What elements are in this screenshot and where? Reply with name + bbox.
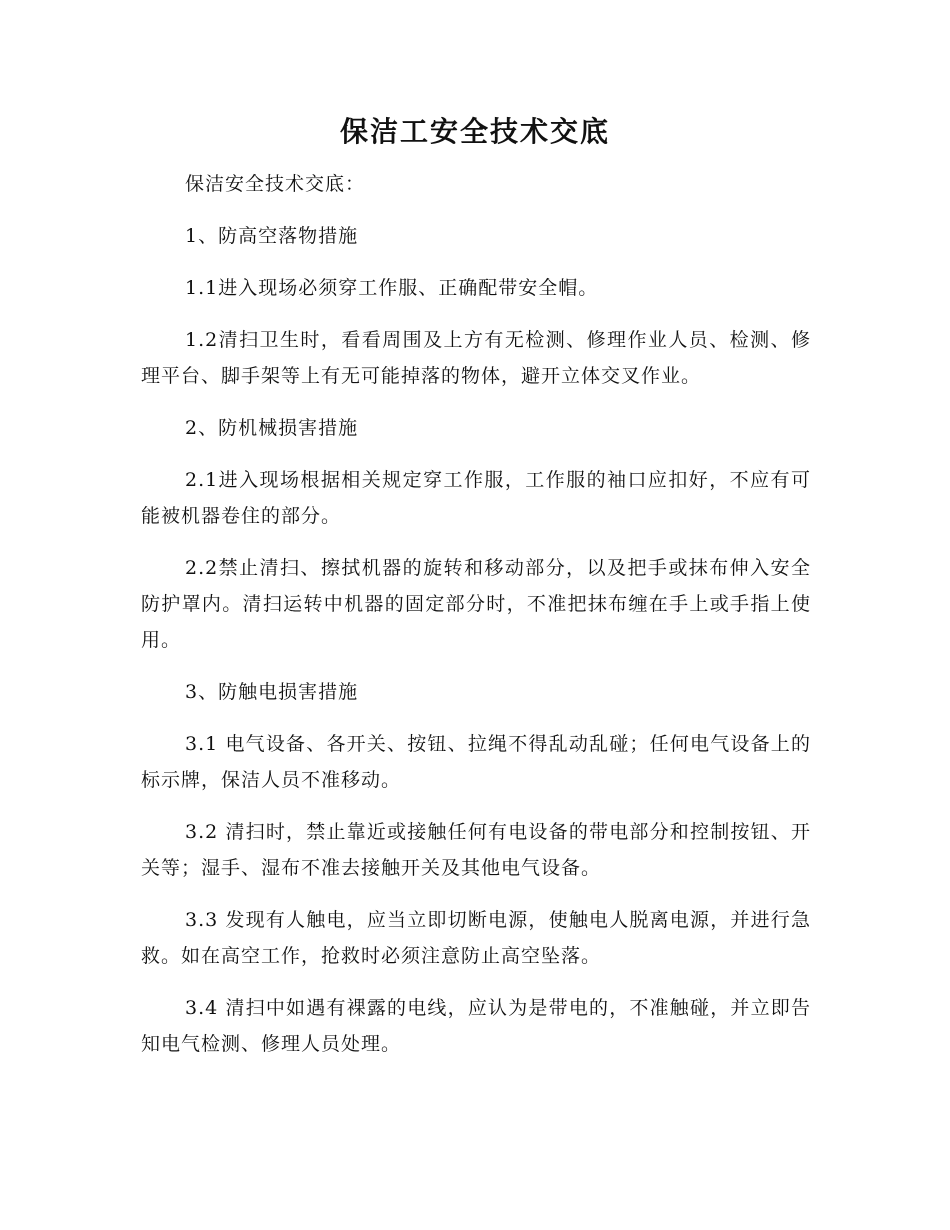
paragraph-3-2: 3.2 清扫时，禁止靠近或接触任何有电设备的带电部分和控制按钮、开关等；湿手、湿布不准去接触开关及其他电气设备。 xyxy=(141,821,811,879)
section-heading-mechanical: 2、防机械损害措施 xyxy=(185,417,359,439)
section-heading-electric: 3、防触电损害措施 xyxy=(185,681,359,703)
document-body xyxy=(141,166,811,1078)
page-title: 保洁工安全技术交底 xyxy=(339,115,610,148)
paragraph-1-2: 1.2清扫卫生时，看看周围及上方有无检测、修理作业人员、检测、修理平台、脚手架等上有无可能掉落的物体，避开立体交叉作业。 xyxy=(141,329,811,387)
paragraph-3-3: 3.3 发现有人触电，应当立即切断电源，使触电人脱离电源，并进行急救。如在高空工作，抢救时必须注意防止高空坠落。 xyxy=(141,909,811,967)
section-heading-falling-objects: 1、防高空落物措施 xyxy=(185,225,359,247)
paragraph-2-1: 2.1进入现场根据相关规定穿工作服，工作服的袖口应扣好，不应有可能被机器卷住的部分。 xyxy=(141,469,811,527)
paragraph-3-4: 3.4 清扫中如遇有裸露的电线，应认为是带电的，不准触碰，并立即告知电气检测、修理人员处理。 xyxy=(141,997,811,1055)
paragraph-2-2: 2.2禁止清扫、擦拭机器的旋转和移动部分，以及把手或抹布伸入安全防护罩内。清扫运转中机器的固定部分时，不准把抹布缠在手上或手指上使用。 xyxy=(141,557,811,651)
paragraph-3-1: 3.1 电气设备、各开关、按钮、拉绳不得乱动乱碰；任何电气设备上的标示牌，保洁人员不准移动。 xyxy=(141,733,811,791)
paragraph-intro: 保洁安全技术交底： xyxy=(185,173,366,195)
paragraph-1-1: 1.1进入现场必须穿工作服、正确配带安全帽。 xyxy=(185,277,599,299)
